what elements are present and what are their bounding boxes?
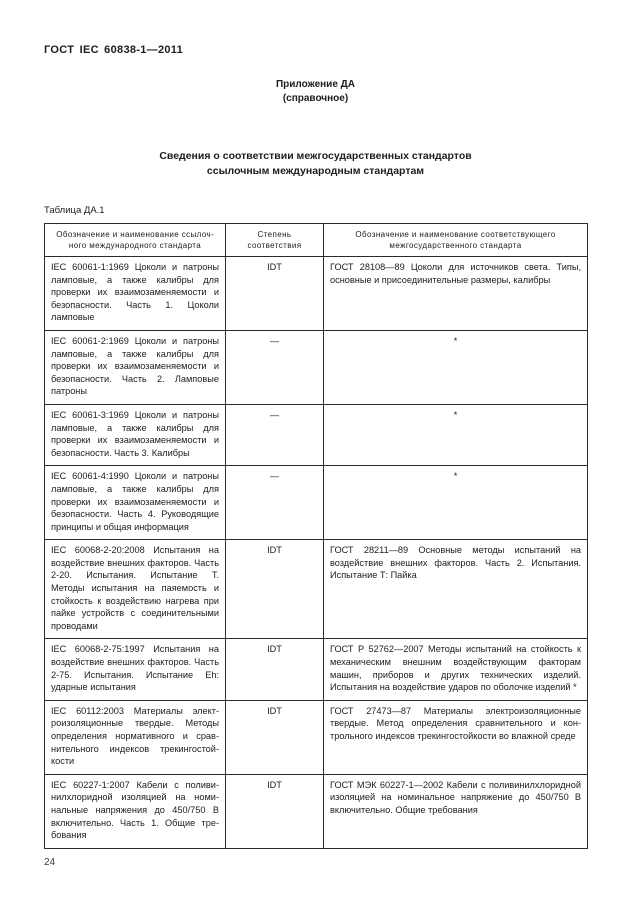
table-row (45, 330, 588, 404)
gost-standard-cell: * (324, 466, 588, 540)
document-code-header: ГОСТ IEC 60838-1—2011 (44, 44, 184, 56)
intl-standard-cell: IEC 60061-1:1969 Цоколи и патроны ламповые, а также калибры для проверки их взаимозаменяемости и безопасности. Часть 1. Цоколи ламповые (45, 257, 226, 331)
degree-cell: — (226, 466, 324, 540)
degree-cell: IDT (226, 639, 324, 700)
gost-standard-cell: * (324, 330, 588, 404)
table-row (45, 257, 588, 331)
intl-standard-cell: IEC 60227-1:2007 Кабели с поливинилхлоридной изоляцией на номинальные напряжения до 450/750 В включительно. Часть 1. Общие требования (45, 774, 226, 848)
appendix-heading (44, 78, 587, 105)
gost-standard-cell: ГОСТ МЭК 60227-1—2002 Кабели с поливинилхлоридной изоляцией на номинальное напряжение до 450/750 В включительно. Общие требования (324, 774, 588, 848)
section-title-line2: ссылочным международным стандартам (206, 165, 425, 177)
gost-standard-cell: ГОСТ Р 52762—2007 Методы испытаний на стойкость к механическим внешним воздействующим факторам машин, приборов и других технических изделий. Испытания на воздействие ударов по оболочке изделий * (324, 639, 588, 700)
intl-standard-cell: IEC 60061-4:1990 Цоколи и патроны ламповые, а также калибры для проверки их взаимозаменяемости и безопасности. Часть 4. Руководящие принципы и общая информация (45, 466, 226, 540)
degree-cell: IDT (226, 257, 324, 331)
gost-standard-cell: ГОСТ 27473—87 Материалы электроизоляционные твердые. Метод определения сравнительного и контрольного индексов трекингостойкости во влажной среде (324, 700, 588, 774)
page-number: 24 (44, 856, 56, 868)
degree-cell: IDT (226, 700, 324, 774)
table-row (45, 774, 588, 848)
appendix-title: Приложение ДА (275, 79, 356, 90)
table-caption: Таблица ДА.1 (44, 205, 105, 216)
table-header-row (45, 224, 588, 257)
degree-cell: IDT (226, 774, 324, 848)
appendix-subtitle: (справочное) (282, 92, 349, 104)
table-row (45, 639, 588, 700)
intl-standard-cell: IEC 60068-2-75:1997 Испытания на воздействие внешних факторов. Часть 2-75. Испытания. Испытание Eh: ударные испытания (45, 639, 226, 700)
section-title (44, 149, 587, 179)
gost-standard-cell: ГОСТ 28211—89 Основные методы испытаний на воздействие внешних факторов. Часть 2. Испытания. Испытание Т: Пайка (324, 540, 588, 639)
table-row (45, 466, 588, 540)
table-row (45, 404, 588, 465)
gost-standard-cell: * (324, 404, 588, 465)
header-degree: Степень соответствия (226, 224, 324, 257)
standards-correspondence-table (44, 223, 588, 849)
degree-cell: IDT (226, 540, 324, 639)
table-row (45, 700, 588, 774)
intl-standard-cell: IEC 60068-2-20:2008 Испытания на воздействие внешних факторов. Часть 2-20. Испытания. Испытание Т. Методы испытания на паяемость и стойкость к воздействию нагрева при пайке устройств с соединительными проводами (45, 540, 226, 639)
intl-standard-cell: IEC 60061-2:1969 Цоколи и патроны ламповые, а также калибры для проверки их взаимозаменяемости и безопасности. Часть 2. Ламповые патроны (45, 330, 226, 404)
header-intl-standard: Обозначение и наименование ссылочного международного стандарта (45, 224, 226, 257)
degree-cell: — (226, 330, 324, 404)
degree-cell: — (226, 404, 324, 465)
intl-standard-cell: IEC 60112:2003 Материалы электроизоляционные твердые. Методы определения нормативного и сравнительного индексов трекингостойкости (45, 700, 226, 774)
header-gost-standard: Обозначение и наименование соответствующего межгосударственного стандарта (324, 224, 588, 257)
section-title-line1: Сведения о соответствии межгосударственных стандартов (159, 150, 472, 162)
intl-standard-cell: IEC 60061-3:1969 Цоколи и патроны ламповые, а также калибры для проверки их взаимозаменяемости и безопасности. Часть 3. Калибры (45, 404, 226, 465)
gost-standard-cell: ГОСТ 28108—89 Цоколи для источников света. Типы, основные и присоединительные размеры, калибры (324, 257, 588, 331)
table-row (45, 540, 588, 639)
